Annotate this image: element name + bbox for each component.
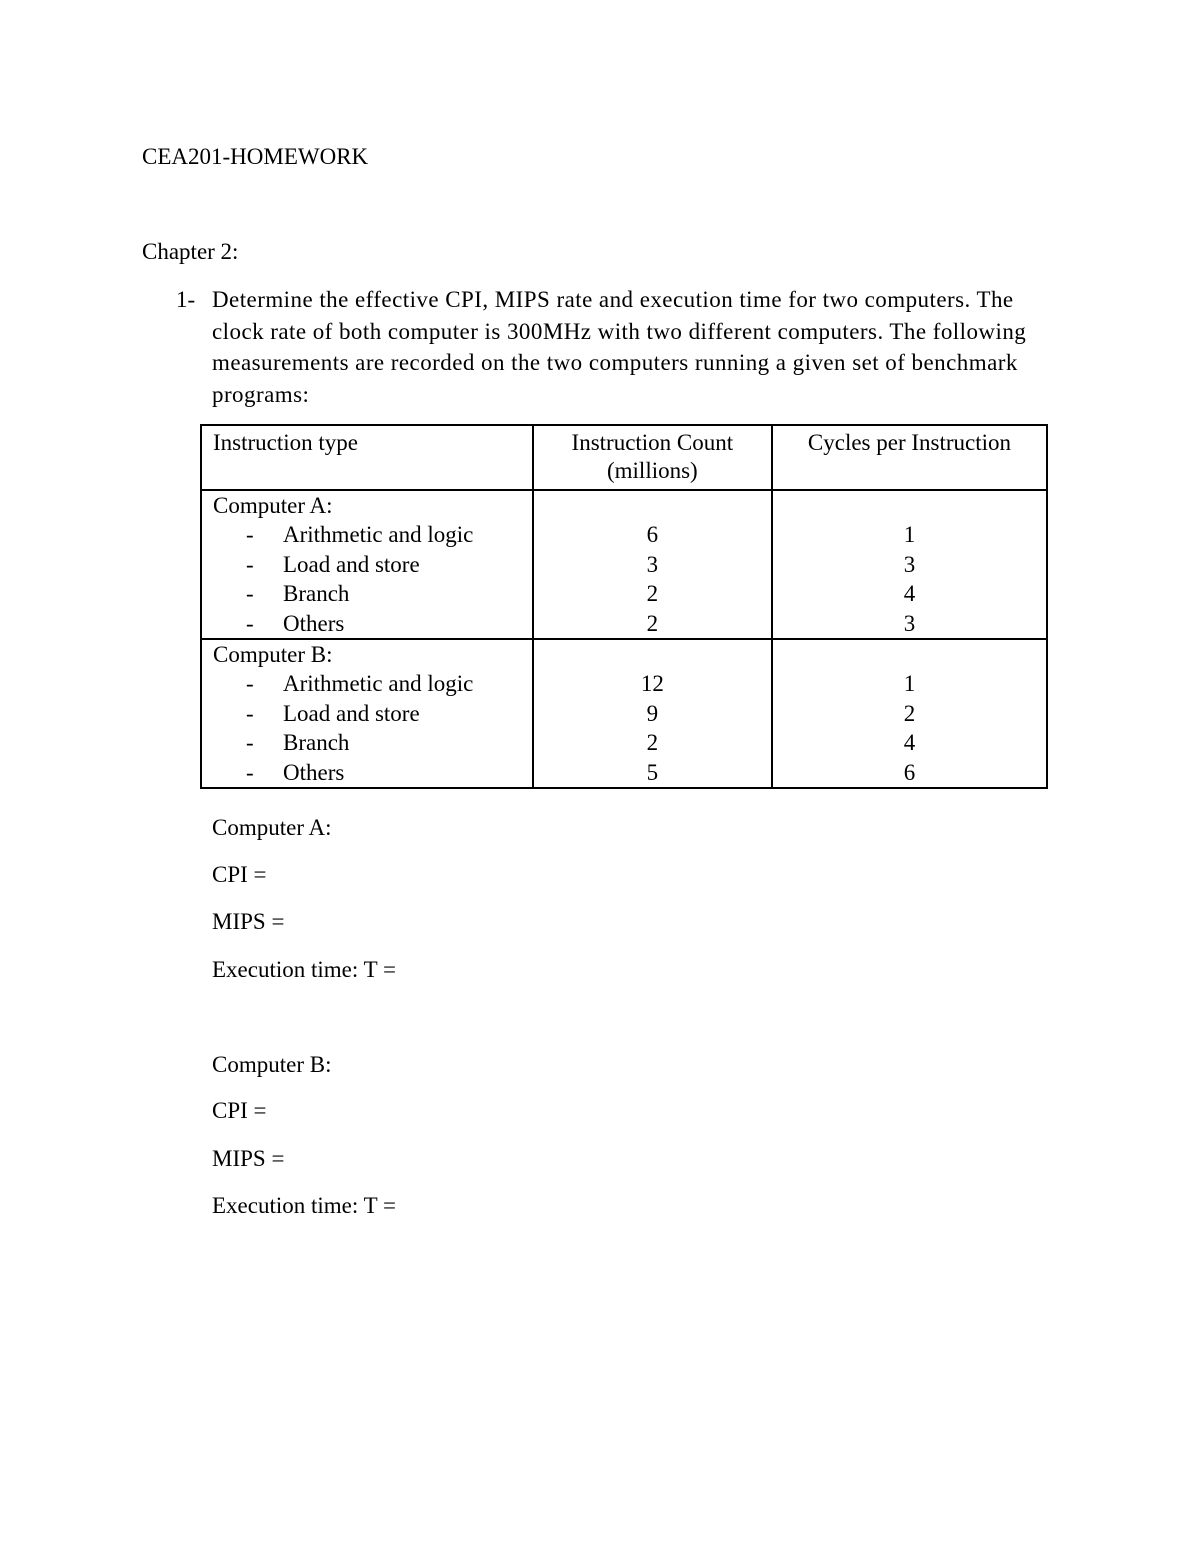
cpi-value: 4 bbox=[903, 730, 916, 755]
answer-computer-a-exec-time: Execution time: T = bbox=[212, 957, 396, 982]
document-title: CEA201-HOMEWORK bbox=[142, 144, 369, 169]
instruction-type-label: Others bbox=[283, 759, 345, 785]
header-cycles-per-instruction: Cycles per Instruction bbox=[772, 425, 1047, 490]
table-row-computer-b bbox=[201, 639, 1047, 788]
table-header-row bbox=[201, 425, 1047, 490]
answer-computer-b-cpi: CPI = bbox=[212, 1098, 267, 1123]
benchmark-table bbox=[200, 424, 1048, 789]
cpi-value: 3 bbox=[903, 551, 916, 577]
computer-a-label: Computer A: bbox=[213, 493, 333, 518]
instruction-count-value: 12 bbox=[640, 671, 664, 696]
instruction-count-value: 2 bbox=[646, 581, 659, 606]
bullet-dash: - bbox=[246, 671, 254, 696]
list-item bbox=[202, 520, 532, 550]
header-instruction-count bbox=[533, 425, 772, 490]
question-text: Determine the effective CPI, MIPS rate and execution time for two computers. The clock rate of both computer is 300MHz with two different computers. The following measurements are recorded on the two computers running a given set of benchmark programs: bbox=[212, 287, 1027, 407]
list-item bbox=[202, 758, 532, 788]
answer-computer-a-label: Computer A: bbox=[212, 815, 332, 840]
instruction-count-value: 3 bbox=[646, 551, 659, 577]
question-number: 1- bbox=[176, 287, 196, 312]
list-item bbox=[202, 728, 532, 758]
bullet-dash: - bbox=[246, 551, 254, 577]
header-instruction-count-line1: Instruction Count bbox=[571, 430, 734, 455]
answer-computer-a-cpi: CPI = bbox=[212, 862, 267, 887]
computer-b-cpi-cell bbox=[772, 639, 1047, 788]
computer-b-counts-cell bbox=[533, 639, 772, 788]
computer-b-label: Computer B: bbox=[213, 642, 333, 667]
cpi-value: 2 bbox=[903, 700, 916, 726]
list-item bbox=[202, 609, 532, 639]
cpi-value: 1 bbox=[903, 522, 916, 547]
instruction-type-label: Load and store bbox=[283, 551, 420, 577]
bullet-dash: - bbox=[246, 759, 254, 785]
instruction-count-value: 9 bbox=[646, 700, 659, 726]
computer-a-counts-cell bbox=[533, 490, 772, 639]
cpi-value: 4 bbox=[903, 581, 916, 606]
table-row-computer-a bbox=[201, 490, 1047, 639]
computer-a-cpi-cell bbox=[772, 490, 1047, 639]
instruction-count-value: 2 bbox=[646, 730, 659, 755]
list-item bbox=[202, 699, 532, 729]
instruction-count-value: 5 bbox=[646, 759, 659, 785]
instruction-type-label: Branch bbox=[283, 581, 350, 606]
instruction-count-value: 2 bbox=[646, 610, 659, 636]
header-instruction-count-line2: (millions) bbox=[606, 458, 698, 483]
cpi-value: 3 bbox=[903, 610, 916, 636]
cpi-value: 6 bbox=[903, 759, 916, 785]
bullet-dash: - bbox=[246, 700, 254, 726]
bullet-dash: - bbox=[246, 522, 254, 547]
instruction-type-label: Others bbox=[283, 610, 345, 636]
instruction-count-value: 6 bbox=[646, 522, 659, 547]
answer-computer-b-mips: MIPS = bbox=[212, 1146, 285, 1171]
computer-a-types-cell bbox=[201, 490, 533, 639]
header-instruction-type: Instruction type bbox=[201, 425, 533, 490]
instruction-type-label: Arithmetic and logic bbox=[283, 522, 474, 547]
instruction-type-label: Branch bbox=[283, 730, 350, 755]
answer-computer-b-label: Computer B: bbox=[212, 1052, 332, 1077]
cpi-value: 1 bbox=[903, 671, 916, 696]
bullet-dash: - bbox=[246, 730, 254, 755]
bullet-dash: - bbox=[246, 581, 254, 606]
answer-computer-b-exec-time: Execution time: T = bbox=[212, 1193, 396, 1218]
answer-computer-a-mips: MIPS = bbox=[212, 909, 285, 934]
bullet-dash: - bbox=[246, 610, 254, 636]
list-item bbox=[202, 669, 532, 699]
list-item bbox=[202, 550, 532, 580]
computer-b-types-cell bbox=[201, 639, 533, 788]
instruction-type-label: Arithmetic and logic bbox=[283, 671, 474, 696]
instruction-type-label: Load and store bbox=[283, 700, 420, 726]
list-item bbox=[202, 579, 532, 609]
chapter-heading: Chapter 2: bbox=[142, 239, 239, 264]
